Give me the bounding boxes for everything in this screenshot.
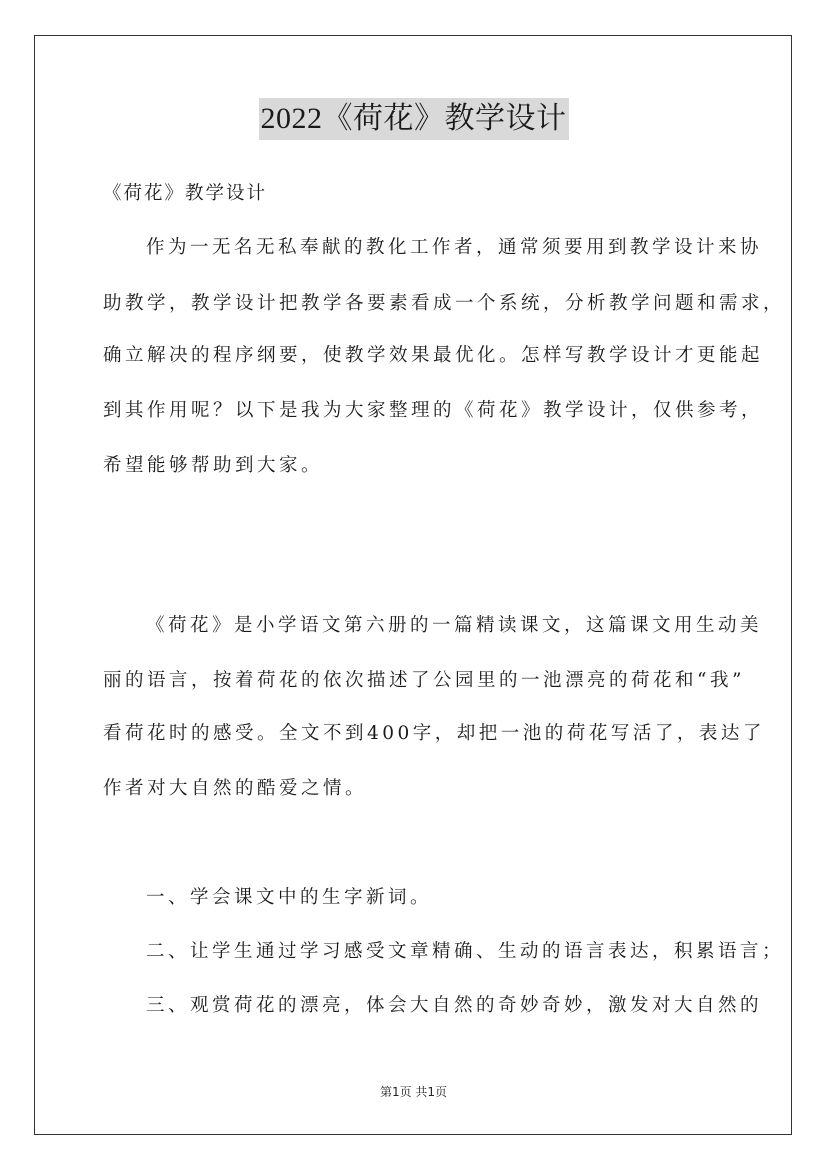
intro-line: 到其作用呢？以下是我为大家整理的《荷花》教学设计，仅供参考，	[103, 400, 764, 421]
body-line: 看荷花时的感受。全文不到400字，却把一池的荷花写活了，表达了	[103, 723, 765, 744]
document-title-container	[0, 98, 827, 140]
intro-line: 助教学，教学设计把教学各要素看成一个系统，分析教学问题和需求，	[103, 293, 786, 314]
document-subtitle: 《荷花》教学设计	[103, 183, 268, 204]
intro-line: 作为一无名无私奉献的教化工作者，通常须要用到教学设计来协	[146, 237, 763, 258]
body-line: 《荷花》是小学语文第六册的一篇精读课文，这篇课文用生动美	[146, 615, 763, 636]
objective-item: 三、观赏荷花的漂亮，体会大自然的奇妙奇妙，激发对大自然的	[146, 995, 763, 1016]
document-title: 2022《荷花》教学设计	[259, 98, 569, 140]
page-number-footer: 第1页 共1页	[379, 1085, 448, 1099]
body-line: 丽的语言，按着荷花的依次描述了公园里的一池漂亮的荷花和“我”	[103, 670, 745, 691]
intro-line: 希望能够帮助到大家。	[103, 455, 324, 476]
objective-item: 二、让学生通过学习感受文章精确、生动的语言表达，积累语言；	[146, 941, 785, 962]
body-line: 作者对大自然的酷爱之情。	[103, 778, 368, 799]
intro-line: 确立解决的程序纲要，使教学效果最优化。怎样写教学设计才更能起	[103, 345, 764, 366]
objective-item: 一、学会课文中的生字新词。	[146, 887, 433, 908]
